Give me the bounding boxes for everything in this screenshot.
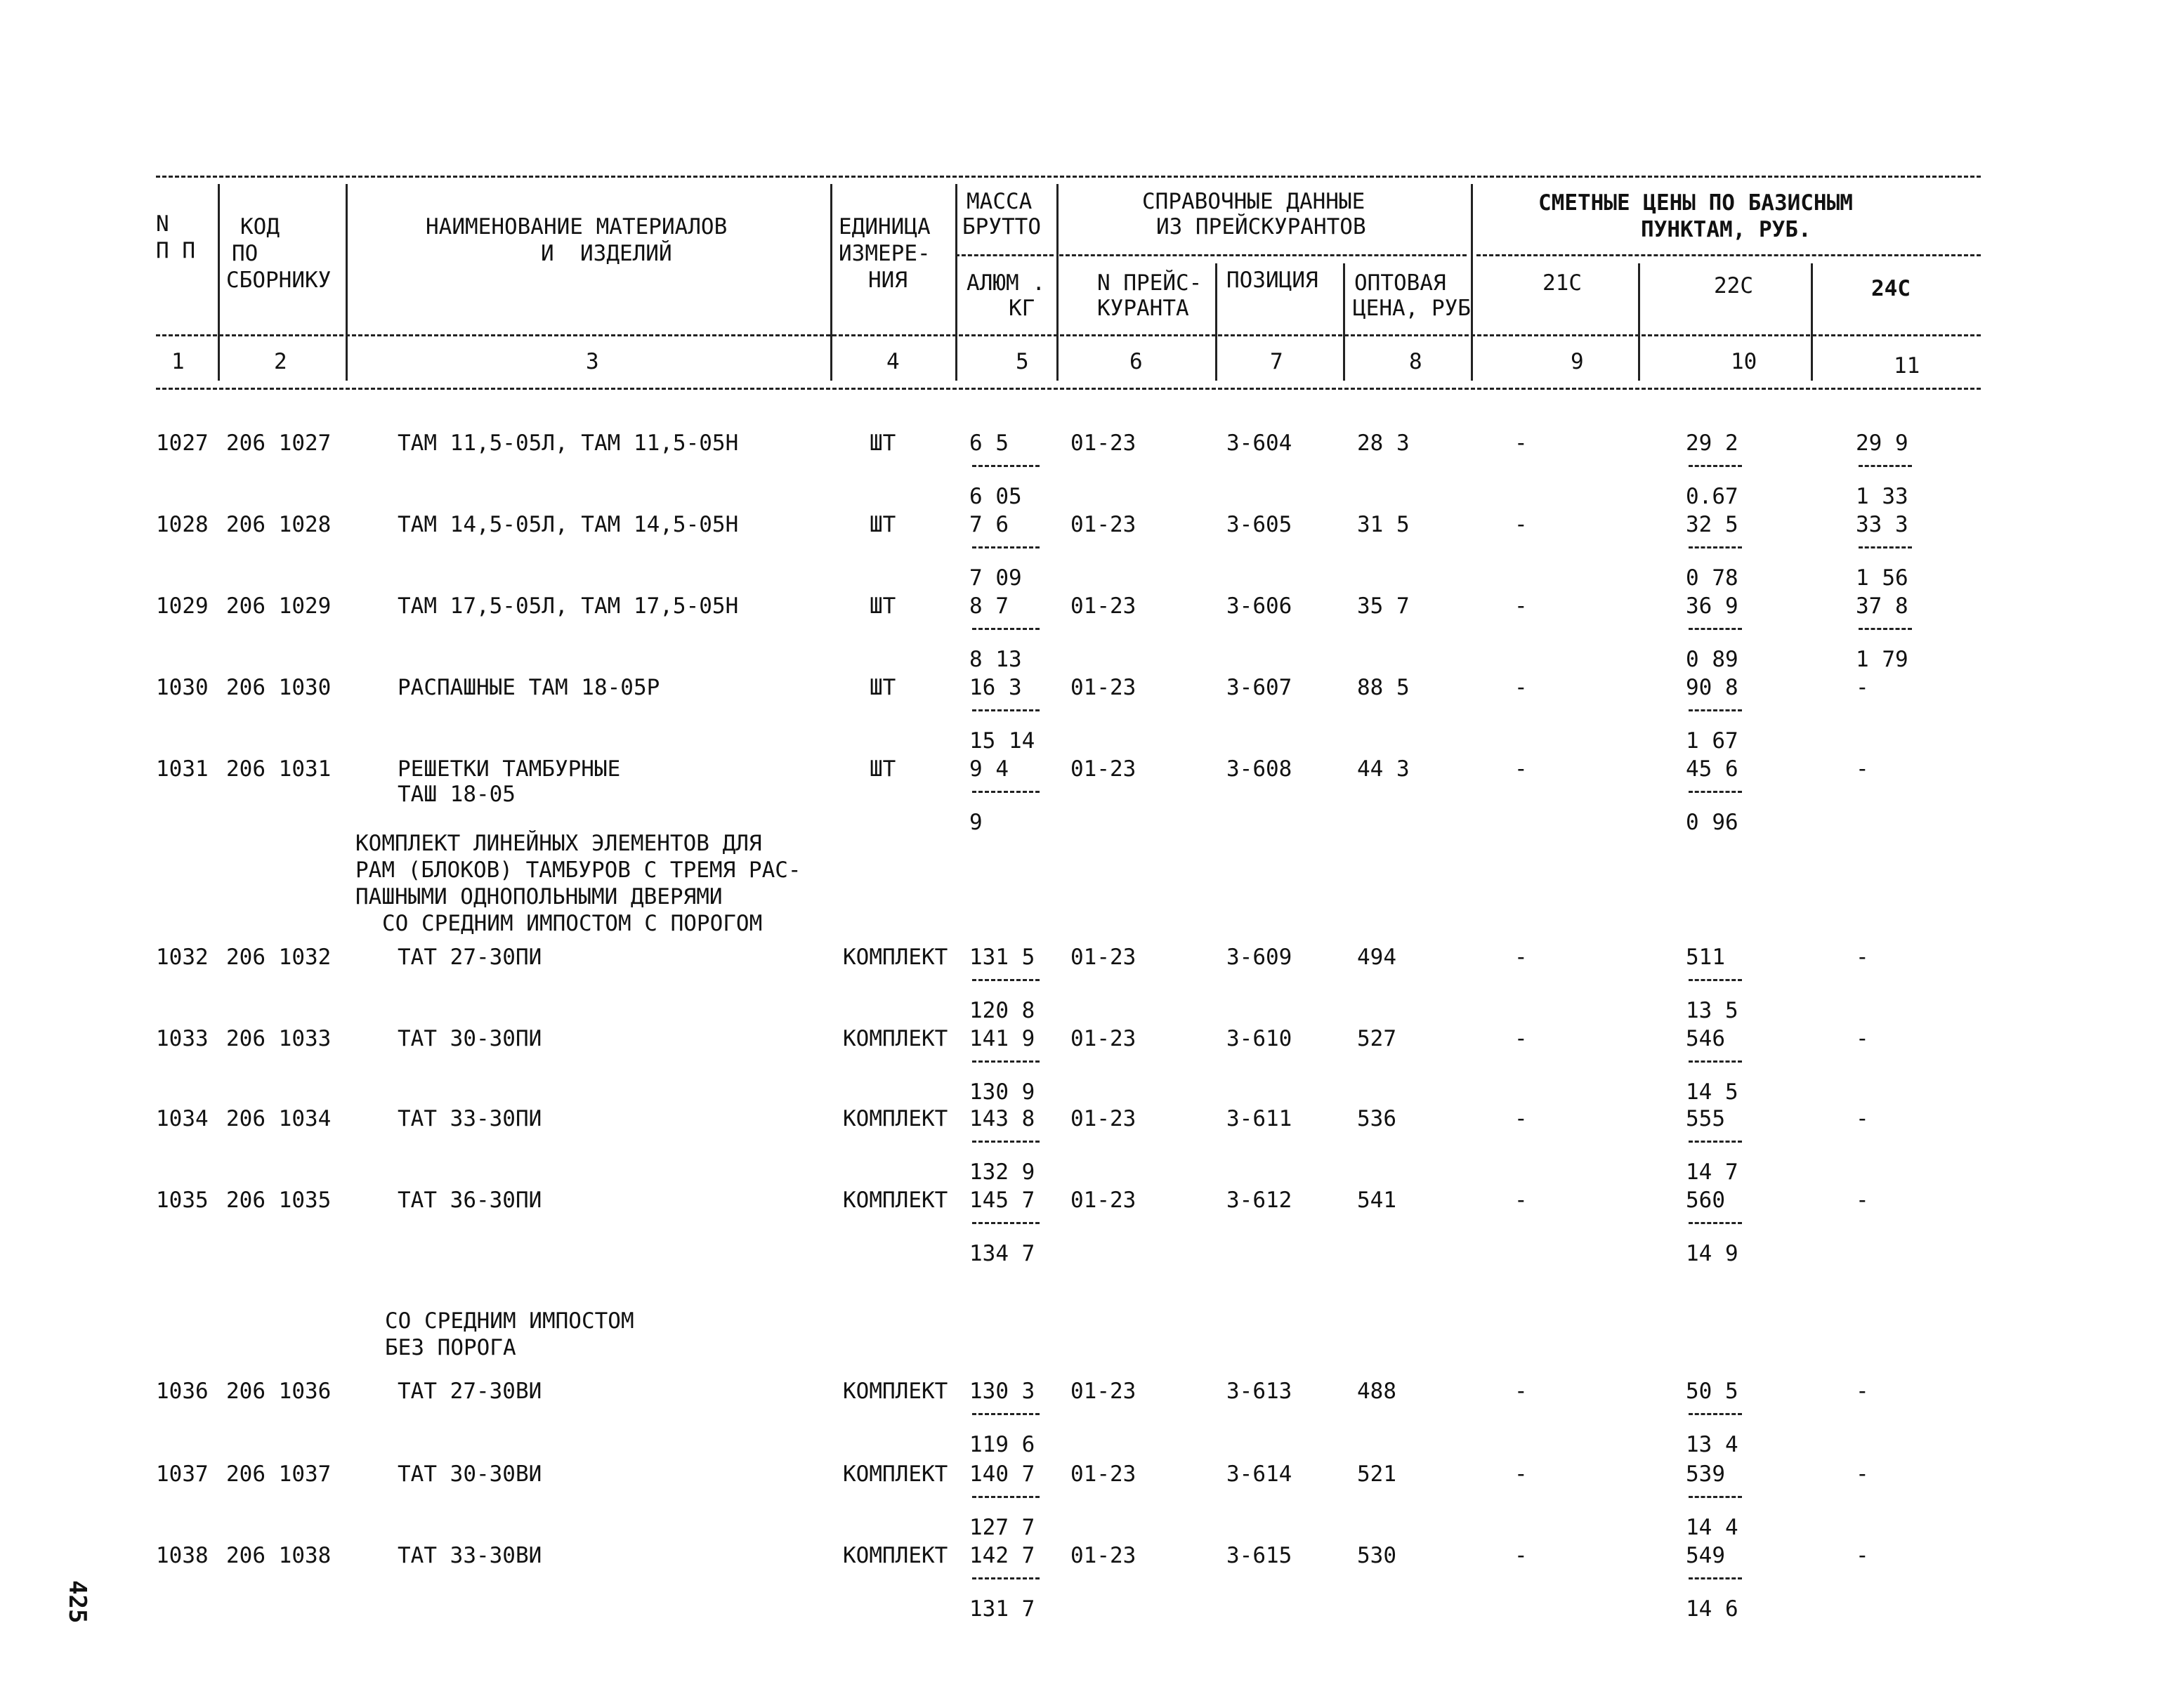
row-price-24c: - (1856, 1379, 1869, 1404)
row-wholesale-price: 31 5 (1357, 512, 1410, 537)
colnum-7: 7 (1270, 349, 1283, 374)
header-c5-line5: КГ (1009, 296, 1035, 321)
row-price-22c-alt: 13 4 (1686, 1432, 1738, 1457)
row-price-24c: - (1856, 1188, 1869, 1213)
header-c9: 21С (1542, 270, 1582, 296)
header-c5-line2: БРУТТО (962, 214, 1041, 239)
col-sep (1343, 263, 1345, 381)
row-mass-aluminum: 127 7 (969, 1515, 1035, 1540)
row-unit: КОМПЛЕКТ (843, 1461, 948, 1487)
colnum-5: 5 (1016, 349, 1029, 374)
row-price-24c: - (1856, 756, 1869, 782)
header-c6-line1: N ПРЕЙС- (1097, 270, 1203, 296)
row-price-22c-alt: 0 78 (1686, 565, 1738, 591)
row-code: 206 1038 (226, 1543, 332, 1568)
row-code: 206 1027 (226, 431, 332, 456)
fraction-line (1689, 1496, 1742, 1498)
row-mass-value: 143 8 (969, 1106, 1035, 1131)
fraction-line (1689, 1577, 1742, 1579)
row-mass-aluminum: 7 09 (969, 565, 1022, 591)
row-number: 1030 (156, 675, 209, 700)
row-price-22c: 45 6 (1686, 756, 1738, 782)
row-price-22c: 546 (1686, 1026, 1725, 1051)
row-pricelist-number: 01-23 (1070, 1379, 1136, 1404)
colnum-11: 11 (1894, 353, 1920, 379)
row-name: ТАТ 27-30ПИ (398, 945, 542, 970)
row-number: 1036 (156, 1379, 209, 1404)
row-mass-aluminum: 120 8 (969, 998, 1035, 1023)
header-rule-bottom (156, 388, 1981, 390)
fraction-line (972, 546, 1040, 548)
row-price-22c-alt: 14 7 (1686, 1160, 1738, 1185)
row-wholesale-price: 44 3 (1357, 756, 1410, 782)
row-number: 1033 (156, 1026, 209, 1051)
row-price-22c: 90 8 (1686, 675, 1738, 700)
header-c1-line1: N (156, 211, 169, 237)
row-unit: ШТ (870, 756, 896, 782)
header-c4-line2: ИЗМЕРЕ- (839, 241, 931, 266)
row-price-21c: - (1514, 1461, 1528, 1487)
row-pricelist-number: 01-23 (1070, 431, 1136, 456)
row-unit: КОМПЛЕКТ (843, 1543, 948, 1568)
row-mass-value: 9 4 (969, 756, 1009, 782)
row-name: ТАМ 17,5-05Л, ТАМ 17,5-05Н (398, 593, 739, 619)
col-sep (830, 184, 832, 381)
row-price-22c-alt: 1 67 (1686, 728, 1738, 754)
col-sep (346, 184, 348, 381)
row-pricelist-number: 01-23 (1070, 593, 1136, 619)
col-sep (1215, 263, 1217, 381)
header-c4-line1: ЕДИНИЦА (839, 214, 931, 239)
row-number: 1038 (156, 1543, 209, 1568)
row-unit: КОМПЛЕКТ (843, 1026, 948, 1051)
row-price-22c-alt: 14 5 (1686, 1079, 1738, 1105)
fraction-line (1689, 1141, 1742, 1143)
row-pricelist-number: 01-23 (1070, 1188, 1136, 1213)
row-name: РЕШЕТКИ ТАМБУРНЫЕ (398, 756, 621, 782)
row-price-21c: - (1514, 1106, 1528, 1131)
row-price-22c-alt: 14 4 (1686, 1515, 1738, 1540)
section-heading-line: РАМ (БЛОКОВ) ТАМБУРОВ С ТРЕМЯ РАС- (355, 858, 801, 883)
col-sep (955, 184, 957, 381)
row-name: ТАТ 33-30ПИ (398, 1106, 542, 1131)
row-mass-aluminum: 9 (969, 810, 983, 835)
row-mass-value: 6 5 (969, 431, 1009, 456)
row-price-21c: - (1514, 431, 1528, 456)
row-pricelist-number: 01-23 (1070, 945, 1136, 970)
row-mass-value: 130 3 (969, 1379, 1035, 1404)
row-pricelist-number: 01-23 (1070, 1461, 1136, 1487)
row-number: 1029 (156, 593, 209, 619)
row-mass-value: 131 5 (969, 945, 1035, 970)
row-price-21c: - (1514, 756, 1528, 782)
row-wholesale-price: 527 (1357, 1026, 1396, 1051)
row-position: 3-606 (1226, 593, 1292, 619)
row-price-21c: - (1514, 1026, 1528, 1051)
fraction-line (972, 1413, 1040, 1415)
header-ref-group-line1: СПРАВОЧНЫЕ ДАННЫЕ (1142, 189, 1365, 214)
row-price-22c-alt: 0 96 (1686, 810, 1738, 835)
row-price-22c: 549 (1686, 1543, 1725, 1568)
row-price-24c: 37 8 (1856, 593, 1908, 619)
row-price-21c: - (1514, 593, 1528, 619)
row-code: 206 1037 (226, 1461, 332, 1487)
row-price-22c: 29 2 (1686, 431, 1738, 456)
row-unit: ШТ (870, 675, 896, 700)
row-position: 3-612 (1226, 1188, 1292, 1213)
section-heading-line: ПАШНЫМИ ОДНОПОЛЬНЫМИ ДВЕРЯМИ (355, 884, 723, 909)
row-price-22c-alt: 0 89 (1686, 647, 1738, 672)
row-position: 3-615 (1226, 1543, 1292, 1568)
header-c10: 22С (1714, 273, 1753, 298)
row-number: 1034 (156, 1106, 209, 1131)
row-number: 1037 (156, 1461, 209, 1487)
row-mass-aluminum: 15 14 (969, 728, 1035, 754)
row-code: 206 1035 (226, 1188, 332, 1213)
colnum-3: 3 (586, 349, 599, 374)
fraction-line (1689, 1222, 1742, 1224)
fraction-line (1689, 979, 1742, 981)
header-price-group-line2: ПУНКТАМ, РУБ. (1641, 217, 1812, 242)
header-price-group-line1: СМЕТНЫЕ ЦЕНЫ ПО БАЗИСНЫМ (1538, 190, 1853, 216)
page-number: 425 (63, 1580, 91, 1624)
colnum-9: 9 (1571, 349, 1584, 374)
section-heading-line: СО СРЕДНИМ ИМПОСТОМ (385, 1308, 634, 1334)
row-price-24c: - (1856, 675, 1869, 700)
row-price-24c: - (1856, 1026, 1869, 1051)
row-name: ТАТ 36-30ПИ (398, 1188, 542, 1213)
fraction-line (972, 1060, 1040, 1063)
row-price-21c: - (1514, 1379, 1528, 1404)
section-heading-line: СО СРЕДНИМ ИМПОСТОМ С ПОРОГОМ (382, 911, 763, 936)
header-c7: ПОЗИЦИЯ (1226, 268, 1318, 293)
col-sep (218, 184, 220, 381)
row-pricelist-number: 01-23 (1070, 1026, 1136, 1051)
row-price-21c: - (1514, 1188, 1528, 1213)
row-pricelist-number: 01-23 (1070, 675, 1136, 700)
colnum-8: 8 (1409, 349, 1422, 374)
row-mass-aluminum: 119 6 (969, 1432, 1035, 1457)
row-mass-aluminum: 8 13 (969, 647, 1022, 672)
row-price-22c-alt: 13 5 (1686, 998, 1738, 1023)
section-heading-line: БЕЗ ПОРОГА (385, 1335, 516, 1360)
header-rule-mid (156, 334, 1981, 336)
header-c8-line1: ОПТОВАЯ (1354, 270, 1446, 296)
row-unit: ШТ (870, 431, 896, 456)
row-price-22c: 32 5 (1686, 512, 1738, 537)
row-name: ТАТ 30-30ВИ (398, 1461, 542, 1487)
row-price-21c: - (1514, 512, 1528, 537)
row-wholesale-price: 488 (1357, 1379, 1396, 1404)
row-price-22c-alt: 14 6 (1686, 1596, 1738, 1622)
colnum-10: 10 (1731, 349, 1757, 374)
row-pricelist-number: 01-23 (1070, 1106, 1136, 1131)
fraction-line (972, 791, 1040, 793)
row-position: 3-605 (1226, 512, 1292, 537)
row-name: ТАТ 30-30ПИ (398, 1026, 542, 1051)
row-position: 3-608 (1226, 756, 1292, 782)
row-unit: КОМПЛЕКТ (843, 1379, 948, 1404)
row-price-22c: 560 (1686, 1188, 1725, 1213)
row-code: 206 1032 (226, 945, 332, 970)
row-code: 206 1034 (226, 1106, 332, 1131)
row-mass-aluminum: 134 7 (969, 1241, 1035, 1266)
row-name: РАСПАШНЫЕ ТАМ 18-05Р (398, 675, 660, 700)
colnum-6: 6 (1129, 349, 1143, 374)
row-mass-value: 142 7 (969, 1543, 1035, 1568)
row-code: 206 1031 (226, 756, 332, 782)
row-mass-aluminum: 132 9 (969, 1160, 1035, 1185)
fraction-line (972, 1222, 1040, 1224)
row-unit: ШТ (870, 512, 896, 537)
row-code: 206 1033 (226, 1026, 332, 1051)
row-unit: КОМПЛЕКТ (843, 945, 948, 970)
fraction-line (1859, 546, 1912, 548)
row-price-24c: - (1856, 945, 1869, 970)
row-price-22c: 539 (1686, 1461, 1725, 1487)
fraction-line (972, 628, 1040, 630)
row-position: 3-611 (1226, 1106, 1292, 1131)
row-number: 1031 (156, 756, 209, 782)
row-price-22c-alt: 0.67 (1686, 484, 1738, 509)
row-code: 206 1029 (226, 593, 332, 619)
fraction-line (972, 1577, 1040, 1579)
row-wholesale-price: 536 (1357, 1106, 1396, 1131)
row-price-21c: - (1514, 945, 1528, 970)
header-c2-line3: СБОРНИКУ (226, 268, 332, 293)
colnum-1: 1 (171, 349, 185, 374)
colnum-4: 4 (886, 349, 900, 374)
row-price-24c-alt: 1 33 (1856, 484, 1908, 509)
row-price-22c: 36 9 (1686, 593, 1738, 619)
header-c6-line2: КУРАНТА (1097, 296, 1189, 321)
row-wholesale-price: 88 5 (1357, 675, 1410, 700)
fraction-line (1689, 1413, 1742, 1415)
row-name: ТАТ 27-30ВИ (398, 1379, 542, 1404)
row-unit: КОМПЛЕКТ (843, 1106, 948, 1131)
row-price-24c-alt: 1 56 (1856, 565, 1908, 591)
row-code: 206 1028 (226, 512, 332, 537)
row-price-24c-alt: 1 79 (1856, 647, 1908, 672)
fraction-line (972, 465, 1040, 467)
fraction-line (1689, 628, 1742, 630)
row-wholesale-price: 530 (1357, 1543, 1396, 1568)
fraction-line (1689, 709, 1742, 711)
row-number: 1035 (156, 1188, 209, 1213)
row-price-22c: 555 (1686, 1106, 1725, 1131)
header-c3-line1: НАИМЕНОВАНИЕ МАТЕРИАЛОВ (426, 214, 728, 239)
fraction-line (1859, 628, 1912, 630)
row-price-24c: 29 9 (1856, 431, 1908, 456)
row-position: 3-604 (1226, 431, 1292, 456)
colnum-2: 2 (274, 349, 287, 374)
row-position: 3-614 (1226, 1461, 1292, 1487)
row-pricelist-number: 01-23 (1070, 1543, 1136, 1568)
row-position: 3-613 (1226, 1379, 1292, 1404)
row-mass-value: 140 7 (969, 1461, 1035, 1487)
row-price-21c: - (1514, 675, 1528, 700)
header-c8-line2: ЦЕНА, РУБ (1353, 296, 1471, 321)
row-wholesale-price: 541 (1357, 1188, 1396, 1213)
col-sep (1471, 184, 1473, 381)
row-price-24c: - (1856, 1543, 1869, 1568)
row-wholesale-price: 28 3 (1357, 431, 1410, 456)
fraction-line (972, 1496, 1040, 1498)
row-mass-value: 141 9 (969, 1026, 1035, 1051)
row-wholesale-price: 521 (1357, 1461, 1396, 1487)
header-c4-line3: НИЯ (868, 268, 908, 293)
row-price-24c: - (1856, 1106, 1869, 1131)
row-position: 3-607 (1226, 675, 1292, 700)
row-mass-aluminum: 130 9 (969, 1079, 1035, 1105)
row-name: ТАМ 11,5-05Л, ТАМ 11,5-05Н (398, 431, 739, 456)
header-c2-line1: КОД (240, 214, 280, 239)
col-sep (1811, 263, 1813, 381)
fraction-line (1689, 1060, 1742, 1063)
header-c3-line2: И ИЗДЕЛИЙ (541, 241, 672, 266)
row-price-22c-alt: 14 9 (1686, 1241, 1738, 1266)
header-c1-line2: П П (156, 238, 195, 263)
header-rule-mass (955, 254, 1054, 256)
col-sep (1638, 263, 1640, 381)
row-mass-aluminum: 6 05 (969, 484, 1022, 509)
row-number: 1032 (156, 945, 209, 970)
row-price-22c: 511 (1686, 945, 1725, 970)
row-pricelist-number: 01-23 (1070, 756, 1136, 782)
row-price-21c: - (1514, 1543, 1528, 1568)
row-unit: КОМПЛЕКТ (843, 1188, 948, 1213)
header-rule-price (1476, 254, 1981, 256)
col-sep (1056, 184, 1059, 381)
header-c5-line1: МАССА (967, 189, 1033, 214)
row-wholesale-price: 494 (1357, 945, 1396, 970)
row-unit: ШТ (870, 593, 896, 619)
header-c2-line2: ПО (232, 241, 258, 266)
row-code: 206 1030 (226, 675, 332, 700)
row-pricelist-number: 01-23 (1070, 512, 1136, 537)
fraction-line (972, 709, 1040, 711)
row-position: 3-609 (1226, 945, 1292, 970)
row-price-24c: 33 3 (1856, 512, 1908, 537)
header-rule-ref (1059, 254, 1467, 256)
row-mass-value: 8 7 (969, 593, 1009, 619)
row-name: ТАМ 14,5-05Л, ТАМ 14,5-05Н (398, 512, 739, 537)
header-rule-top (156, 176, 1981, 178)
fraction-line (1859, 465, 1912, 467)
row-code: 206 1036 (226, 1379, 332, 1404)
row-price-24c: - (1856, 1461, 1869, 1487)
header-c11: 24С (1871, 276, 1911, 301)
row-position: 3-610 (1226, 1026, 1292, 1051)
row-mass-value: 16 3 (969, 675, 1022, 700)
fraction-line (972, 979, 1040, 981)
row-mass-value: 145 7 (969, 1188, 1035, 1213)
row-wholesale-price: 35 7 (1357, 593, 1410, 619)
row-mass-aluminum: 131 7 (969, 1596, 1035, 1622)
fraction-line (1689, 791, 1742, 793)
row-name: ТАТ 33-30ВИ (398, 1543, 542, 1568)
row-price-22c: 50 5 (1686, 1379, 1738, 1404)
fraction-line (1689, 546, 1742, 548)
row-name: ТАШ 18-05 (398, 782, 516, 807)
fraction-line (1689, 465, 1742, 467)
fraction-line (972, 1141, 1040, 1143)
row-mass-value: 7 6 (969, 512, 1009, 537)
header-c5-line4: АЛЮМ . (967, 270, 1045, 296)
header-ref-group-line2: ИЗ ПРЕЙСКУРАНТОВ (1156, 214, 1366, 239)
row-number: 1027 (156, 431, 209, 456)
row-number: 1028 (156, 512, 209, 537)
section-heading-line: КОМПЛЕКТ ЛИНЕЙНЫХ ЭЛЕМЕНТОВ ДЛЯ (355, 831, 762, 856)
